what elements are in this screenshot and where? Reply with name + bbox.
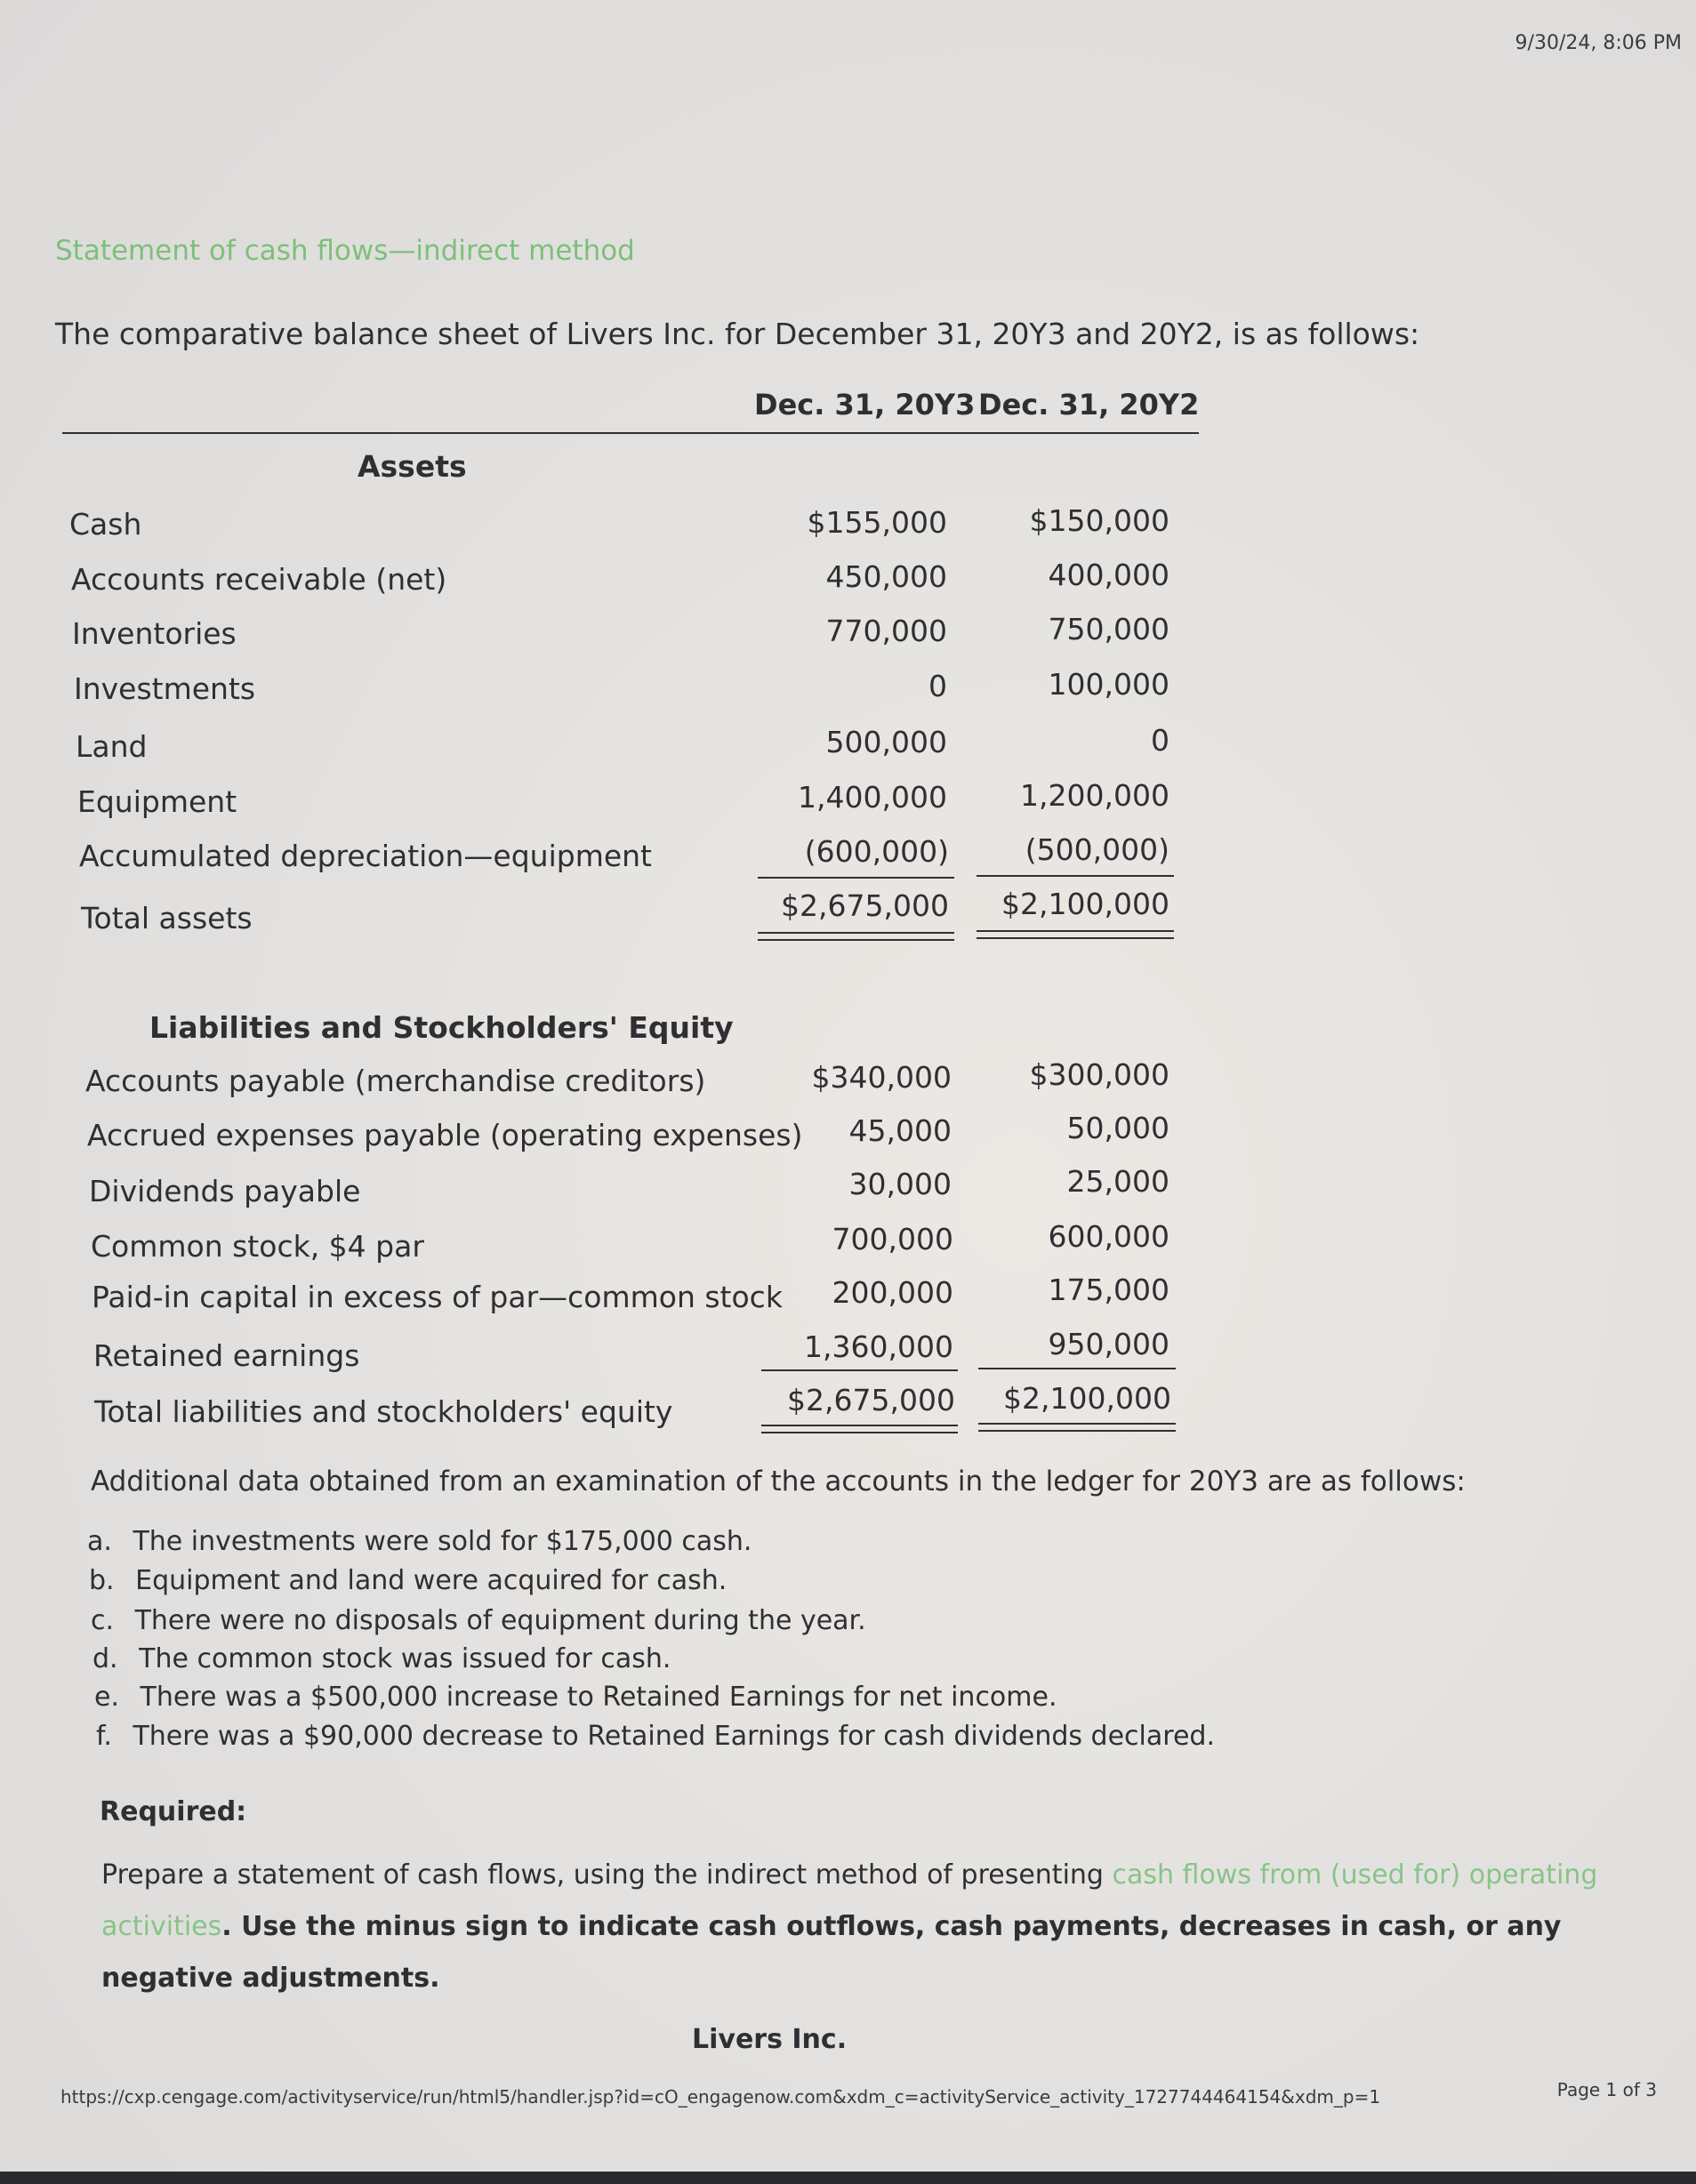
- row-label: Accounts payable (merchandise creditors): [85, 1064, 706, 1098]
- intro-text: The comparative balance sheet of Livers Inc. for December 31, 20Y3 and 20Y2, is as follows:: [55, 317, 1420, 351]
- value-20y2: $150,000: [1029, 503, 1170, 538]
- list-text: There was a $500,000 increase to Retained Earnings for net income.: [140, 1682, 1057, 1713]
- list-item: [94, 1682, 1057, 1713]
- value-20y2: 175,000: [1048, 1273, 1170, 1307]
- value-20y3: $340,000: [811, 1060, 952, 1095]
- value-20y3: (600,000): [804, 834, 949, 869]
- required-suffix: . Use the minus sign to indicate cash outflows, cash payments, decreases in cash, or any negative adjustments.: [101, 1911, 1562, 1994]
- liabilities-heading: Liabilities and Stockholders' Equity: [149, 1010, 734, 1045]
- value-20y2: 600,000: [1048, 1219, 1170, 1254]
- page-url: https://cxp.cengage.com/activityservice/run/html5/handler.jsp?id=cO_engagenow.com&xdm_c=activityService_activity_1727744464154&xdm_p=1: [60, 2086, 1381, 2108]
- total-double-rule: [977, 930, 1174, 939]
- total-double-rule: [978, 1423, 1176, 1432]
- value-20y2: 400,000: [1048, 558, 1170, 592]
- row-label: Paid-in capital in excess of par—common stock: [92, 1280, 783, 1314]
- list-marker: b.: [89, 1565, 115, 1596]
- value-20y2: 950,000: [1048, 1327, 1170, 1361]
- subtotal-rule: [758, 877, 954, 879]
- page-number: Page 1 of 3: [1556, 2079, 1657, 2100]
- row-label: Retained earnings: [93, 1338, 360, 1373]
- list-text: Equipment and land were acquired for cash.: [135, 1565, 727, 1596]
- list-text: The common stock was issued for cash.: [139, 1643, 671, 1674]
- total-liabilities-label: Total liabilities and stockholders' equity: [94, 1394, 673, 1429]
- operating-activities-link[interactable]: cash flows from (used for) operating activities: [101, 1859, 1598, 1942]
- list-text: There was a $90,000 decrease to Retained Earnings for cash dividends declared.: [133, 1721, 1215, 1752]
- value-20y3: 1,360,000: [804, 1329, 953, 1364]
- list-marker: a.: [87, 1526, 112, 1557]
- row-label: Investments: [74, 671, 256, 706]
- row-label: Inventories: [72, 616, 237, 651]
- value-20y3: 770,000: [825, 614, 947, 648]
- list-item: [92, 1643, 671, 1674]
- list-item: [96, 1721, 1215, 1752]
- value-20y2: 1,200,000: [1020, 778, 1170, 813]
- total-double-rule: [758, 932, 954, 941]
- value-20y3: 0: [928, 669, 947, 703]
- required-instructions: [101, 1850, 1649, 2004]
- company-name: Livers Inc.: [692, 2024, 848, 2055]
- header-rule: [62, 432, 1199, 434]
- row-label: Dividends payable: [89, 1174, 361, 1208]
- row-label: Cash: [69, 507, 142, 542]
- subtotal-rule: [761, 1369, 958, 1371]
- row-label: Accrued expenses payable (operating expenses): [87, 1118, 803, 1152]
- subtotal-rule: [978, 1368, 1176, 1369]
- list-item: [91, 1605, 866, 1636]
- value-20y2: 25,000: [1066, 1164, 1170, 1199]
- total-liabilities-20y2: $2,100,000: [1003, 1381, 1171, 1416]
- required-heading: Required:: [100, 1796, 247, 1827]
- value-20y3: 1,400,000: [798, 780, 947, 815]
- value-20y3: 30,000: [848, 1167, 952, 1201]
- value-20y2: $300,000: [1029, 1057, 1170, 1092]
- value-20y2: (500,000): [1025, 832, 1170, 867]
- list-text: There were no disposals of equipment during the year.: [134, 1605, 866, 1636]
- row-label: Equipment: [77, 784, 237, 819]
- value-20y3: 450,000: [825, 559, 947, 594]
- row-label: Common stock, $4 par: [91, 1229, 424, 1264]
- total-assets-20y3: $2,675,000: [781, 888, 949, 923]
- assets-heading: Assets: [358, 449, 467, 484]
- value-20y3: 45,000: [848, 1113, 952, 1148]
- list-marker: e.: [94, 1682, 119, 1713]
- row-label: Accounts receivable (net): [71, 562, 447, 597]
- total-assets-20y2: $2,100,000: [1001, 887, 1170, 921]
- row-label: Accumulated depreciation—equipment: [79, 839, 652, 873]
- value-20y3: $155,000: [807, 505, 947, 540]
- required-prefix: Prepare a statement of cash flows, using the indirect method of presenting: [101, 1859, 1113, 1891]
- list-item: [89, 1565, 727, 1596]
- subtotal-rule: [977, 875, 1174, 877]
- value-20y2: 100,000: [1048, 667, 1170, 702]
- list-text: The investments were sold for $175,000 cash.: [133, 1526, 752, 1557]
- total-assets-label: Total assets: [81, 901, 253, 935]
- topic-link[interactable]: Statement of cash flows—indirect method: [55, 235, 635, 267]
- total-double-rule: [761, 1425, 958, 1433]
- row-label: Land: [76, 729, 148, 764]
- value-20y2: 750,000: [1048, 612, 1170, 646]
- value-20y3: 700,000: [832, 1222, 953, 1257]
- value-20y3: 500,000: [825, 725, 947, 759]
- total-liabilities-20y3: $2,675,000: [787, 1383, 955, 1417]
- column-header-20y3: Dec. 31, 20Y3: [754, 388, 976, 422]
- list-marker: d.: [92, 1643, 118, 1674]
- screen-bottom-edge: [0, 2172, 1696, 2184]
- list-marker: c.: [91, 1605, 115, 1636]
- value-20y2: 0: [1151, 723, 1170, 758]
- list-item: [87, 1526, 752, 1557]
- value-20y3: 200,000: [832, 1275, 953, 1310]
- list-marker: f.: [96, 1721, 112, 1752]
- value-20y2: 50,000: [1066, 1111, 1170, 1145]
- column-header-20y2: Dec. 31, 20Y2: [978, 388, 1200, 422]
- additional-intro: Additional data obtained from an examination of the accounts in the ledger for 20Y3 are as follows:: [91, 1465, 1466, 1497]
- print-timestamp: 9/30/24, 8:06 PM: [1515, 32, 1682, 54]
